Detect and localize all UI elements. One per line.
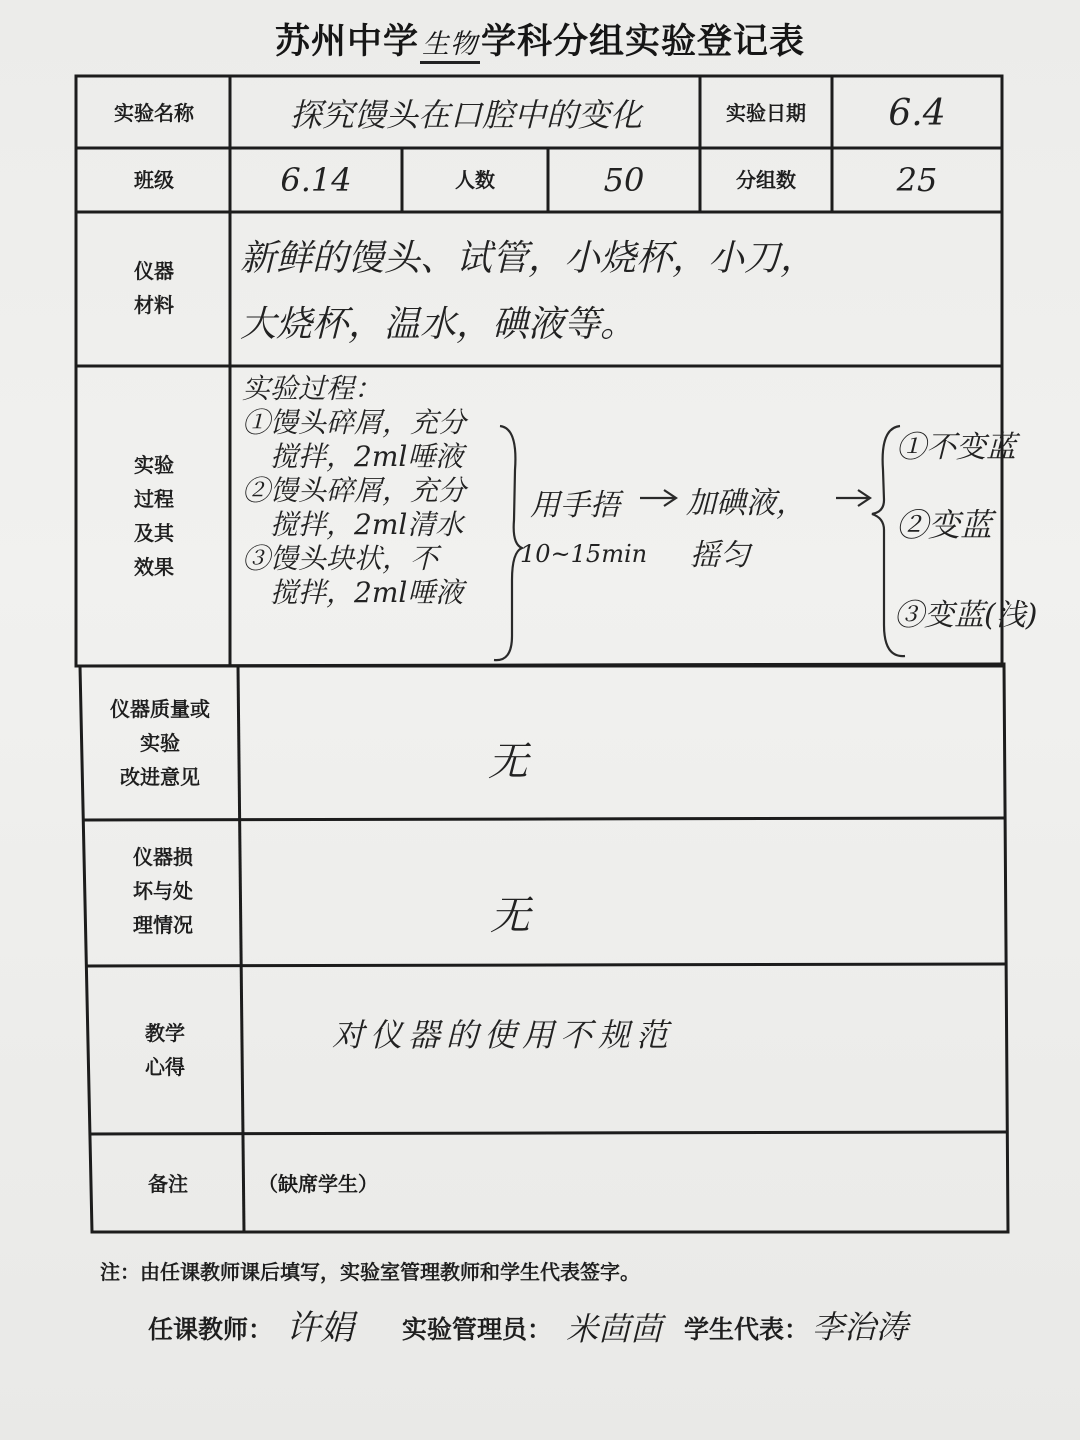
footer-note: 注：由任课教师课后填写，实验室管理教师和学生代表签字。 xyxy=(100,1260,640,1284)
materials-label xyxy=(80,254,228,322)
damage-value: 无 xyxy=(490,893,530,939)
experiment-date-value: 6.4 xyxy=(888,92,946,134)
materials-line2: 大烧杯，温水，碘液等。 xyxy=(240,304,637,345)
student-count-value: 50 xyxy=(603,161,645,199)
experiment-date-label: 实验日期 xyxy=(726,101,806,125)
step1-line2: 搅拌，2ml唾液 xyxy=(270,440,464,473)
group-count-value: 25 xyxy=(896,161,938,199)
materials-value xyxy=(240,226,816,358)
admin-signature-label: 实验管理员： xyxy=(402,1315,553,1344)
materials-label-line1: 仪器 xyxy=(134,259,174,283)
process-shake: 用手捂 xyxy=(530,488,620,523)
result-2: ②变蓝 xyxy=(896,506,993,544)
materials-line1: 新鲜的馒头、试管，小烧杯，小刀， xyxy=(240,238,817,279)
damage-label-line2: 坏与处 xyxy=(133,879,193,903)
result-1: ①不变蓝 xyxy=(896,430,1016,465)
process-label-line1: 实验 xyxy=(134,453,174,477)
teaching-label-line2: 心得 xyxy=(145,1055,185,1079)
group-count-label: 分组数 xyxy=(736,168,796,192)
process-label-line4: 效果 xyxy=(134,555,174,579)
process-label xyxy=(80,448,228,584)
process-mix: 摇匀 xyxy=(690,538,750,573)
admin-signature: 米茴茴 xyxy=(566,1310,663,1348)
class-value: 6.14 xyxy=(280,161,352,199)
teaching-label-line1: 教学 xyxy=(145,1021,185,1045)
damage-label-line1: 仪器损 xyxy=(133,845,193,869)
materials-label-line2: 材料 xyxy=(134,293,174,317)
process-heading: 实验过程： xyxy=(242,372,383,405)
title-prefix: 苏州中学 xyxy=(274,22,419,62)
experiment-name-label: 实验名称 xyxy=(114,101,194,125)
class-label: 班级 xyxy=(134,168,174,192)
step3-line1: ③馒头块状，不 xyxy=(242,542,439,575)
remarks-value: （缺席学生） xyxy=(258,1172,378,1196)
step2-line1: ②馒头碎屑，充分 xyxy=(242,474,467,507)
quality-label xyxy=(84,692,236,794)
result-3: ③变蓝(浅) xyxy=(894,598,1038,633)
damage-label xyxy=(86,840,240,942)
process-label-line2: 过程 xyxy=(134,487,174,511)
quality-label-line2: 实验 xyxy=(140,731,180,755)
title-suffix: 学科分组实验登记表 xyxy=(481,22,806,62)
process-steps xyxy=(242,372,466,610)
student-count-label: 人数 xyxy=(455,168,495,192)
remarks-label: 备注 xyxy=(148,1172,188,1196)
quality-label-line1: 仪器质量或 xyxy=(110,697,210,721)
student-signature-label: 学生代表： xyxy=(684,1315,810,1344)
process-time: 10~15min xyxy=(520,540,648,568)
title-subject: 生物 xyxy=(420,22,480,64)
quality-label-line3: 改进意见 xyxy=(120,765,200,789)
student-signature: 李治涛 xyxy=(812,1308,909,1346)
teaching-value: 对仪器的使用不规范 xyxy=(332,1016,675,1054)
teacher-signature: 许娟 xyxy=(286,1308,354,1348)
teacher-signature-label: 任课教师： xyxy=(148,1315,274,1344)
experiment-name-value: 探究馒头在口腔中的变化 xyxy=(289,96,642,134)
process-label-line3: 及其 xyxy=(134,521,174,545)
quality-value: 无 xyxy=(488,739,528,785)
step3-line2: 搅拌，2ml唾液 xyxy=(270,576,464,609)
step2-line2: 搅拌，2ml清水 xyxy=(270,508,464,541)
damage-label-line3: 理情况 xyxy=(133,913,193,937)
step1-line1: ①馒头碎屑，充分 xyxy=(242,406,467,439)
process-iodine: 加碘液， xyxy=(686,486,806,521)
teaching-label xyxy=(88,1016,242,1084)
